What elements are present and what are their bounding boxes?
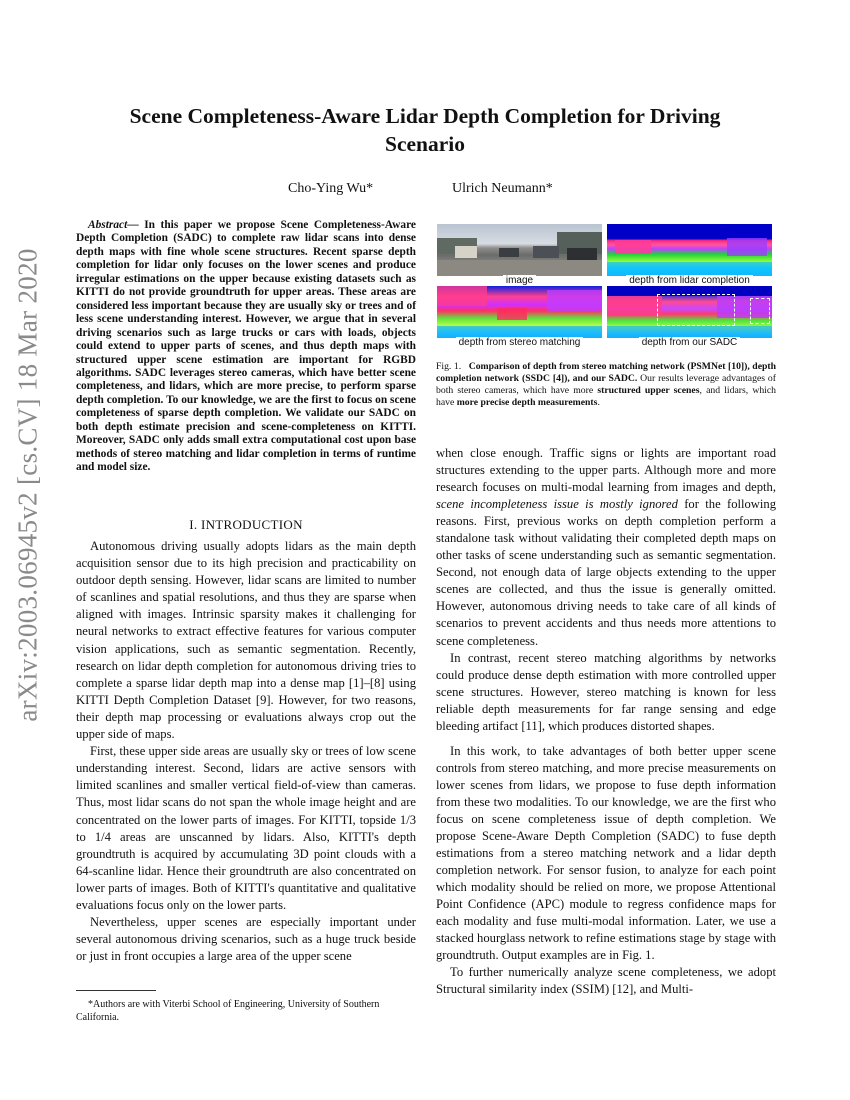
footnote-rule [76,990,156,991]
arxiv-stamp [6,248,50,722]
panel-caption-text: image [503,275,536,286]
figure-caption [436,361,776,409]
panel-caption [437,275,602,287]
panel-caption [607,337,772,349]
abstract-paragraph [76,219,416,475]
street-scene-illustration [437,224,602,276]
stereo-depth-illustration [437,286,602,338]
figure-caption-text: . [597,397,600,408]
abstract [76,219,416,475]
body-paragraph: To further numerically analyze scene completeness, we adopt Structural similarity index (SSIM) [12], and Multi- [436,965,776,997]
figure-caption-bold: structured upper scenes [597,385,700,396]
footnote-text: *Authors are with Viterbi School of Engineering, University of Southern California. [76,999,380,1023]
figure-caption-text: Our results leverage advantages of both stereo cameras, which have more [436,373,776,396]
figure-panel-lidar [607,224,772,276]
body-text: for the following reasons. First, previous works on depth completion perform a standalone task without validating their completed depth maps on other tasks of scene understanding such as semantic segmentation. Second, not enough data of large objects extending to the upper scenes are collected, and thus the issue is generally omitted. However, autonomous driving needs to take care of all kinds of scenarios to prevent accidents and thus needs more attentions to scene completeness. [436,497,776,648]
panel-caption-text: depth from our SADC [639,337,741,348]
body-paragraph: In this work, to take advantages of both better upper scene controls from stereo matching, and more precise measurements on lower scenes from lidars, we propose to fuse depth information from these two modalities. To our knowledge, we are the first who focus on scene completeness issue of depth completion. We propose Scene-Aware Depth Completion (SADC) to fuse depth estimations from a stereo matching network and a lidar depth completion network. For sensor fusion, to analyze for each point which modality should be relied on more, we propose Attentional Point Confidence (APC) module to regress confidence maps for each modality and fuse multi-modal information. Later, we use a stacked hourglass network to refine estimations stage by stage with groundtruth. Output examples are in Fig. 1. [436,743,776,963]
body-paragraph [436,445,776,650]
author-name: Ulrich Neumann* [452,181,553,196]
figure-panel-sadc [607,286,772,338]
figure-1 [437,224,777,348]
figure-caption-text: , and lidars, which have [436,385,777,408]
highlight-box [657,294,735,326]
intro-left-column [76,538,416,965]
panel-caption-text: depth from stereo matching [456,337,584,348]
author-name: Cho-Ying Wu* [288,181,374,196]
footnote [76,998,416,1024]
panel-caption [607,275,772,287]
abstract-text: — In this paper we propose Scene Completeness-Aware Depth Completion (SADC) to complete raw lidar scans into dense depth maps with fine whole scene structures. Recent sparse depth completion for lidar only focuses on the lower scenes and produce irregular estimations on the upper because existing datasets such as KITTI do not provide groundtruth for upper areas. These areas are considered less important because they are usually sky or trees and of less scene understanding interest. However, we argue that in several driving scenarios such as large trucks or cars with loads, objects could extend to upper parts of scenes, and thus depth maps with structured upper scene estimation are important for RGBD algorithms. SADC leverages stereo cameras, which have better scene completeness, and lidars, which are more precise, to perform sparse depth completion. To our knowledge, we are the first to focus on scene completeness of sparse depth completion. We validate our SADC on both depth estimate precision and scene-completeness on KITTI. Moreover, SADC only adds small extra computational cost upon base methods of stereo matching and lidar completion in terms of runtime and model size. [76,219,416,474]
body-paragraph: In contrast, recent stereo matching algorithms by networks could produce dense depth estimation with more controlled upper scene structures. However, stereo matching is known for less reliable depth measurements for far range sensing and edge bleeding artifact [11], which produces distorted shapes. [436,650,776,733]
highlight-box [750,298,770,324]
figure-caption-bold: Comparison of depth from stereo matching network (PSMNet [10]), depth completion network (SSDC [4]), and our SADC. [436,361,776,384]
lidar-depth-illustration [607,224,772,276]
arxiv-stamp-text: arXiv:2003.06945v2 [cs.CV] 18 Mar 2020 [12,248,43,722]
abstract-label: Abstract [88,219,128,231]
body-paragraph: Autonomous driving usually adopts lidars as the main depth acquisition sensor due to its high precision and practicability on outdoor depth sensing. However, lidar scans are limited to number of scanlines and spatial resolutions, and thus they are sparse when aligned with images. Intrinsic sparsity makes it challenging for neural networks to extract effective features for various computer vision applications, such as semantic segmentation. Recently, research on lidar depth completion for autonomous driving tries to complete a sparse lidar depth map into a dense map [1]–[8] using KITTI Depth Completion Dataset [9]. However, for two reasons, their depth map processing or evaluations always crop out the upper side of maps. [76,539,416,742]
figure-panel-stereo [437,286,602,338]
body-emphasis: scene incompleteness issue is mostly ignored [436,497,678,512]
figure-caption-bold: more precise depth measurements [456,397,598,408]
section-heading: I. INTRODUCTION [189,517,303,532]
body-paragraph: First, these upper side areas are usually sky or trees of low scene understanding interest. Second, lidars are active sensors with limited scanlines and smaller vertical field-of-view than cameras. Thus, most lidar scans do not span the whole image height and are concentrated on the lower parts of images. For KITTI, topside 1/3 to 1/4 areas are unscanned by lidars. Also, KITTI's depth groundtruth is acquired by accumulating 3D point clouds with a 64-scanline lidar. Hence their groundtruth are also concentrated on lower parts of images. Both of KITTI's quantitative and qualitative evaluations focus only on the lower parts. [76,744,416,912]
panel-caption [437,337,602,349]
figure-panel-image [437,224,602,276]
body-text: when close enough. Traffic signs or lights are important road structures extending to the upper parts. Although more and more research focuses on multi-modal learning from images and depth, [436,446,776,495]
panel-caption-text: depth from lidar completion [626,275,753,286]
figure-caption-label: Fig. 1. [436,361,462,372]
body-paragraph: Nevertheless, upper scenes are especially important under several autonomous driving scenarios, such as a huge truck beside or just in front occupies a large area of the upper scene [76,915,416,964]
intro-right-column [436,445,776,999]
paper-title: Scene Completeness-Aware Lidar Depth Completion for Driving Scenario [129,104,721,156]
